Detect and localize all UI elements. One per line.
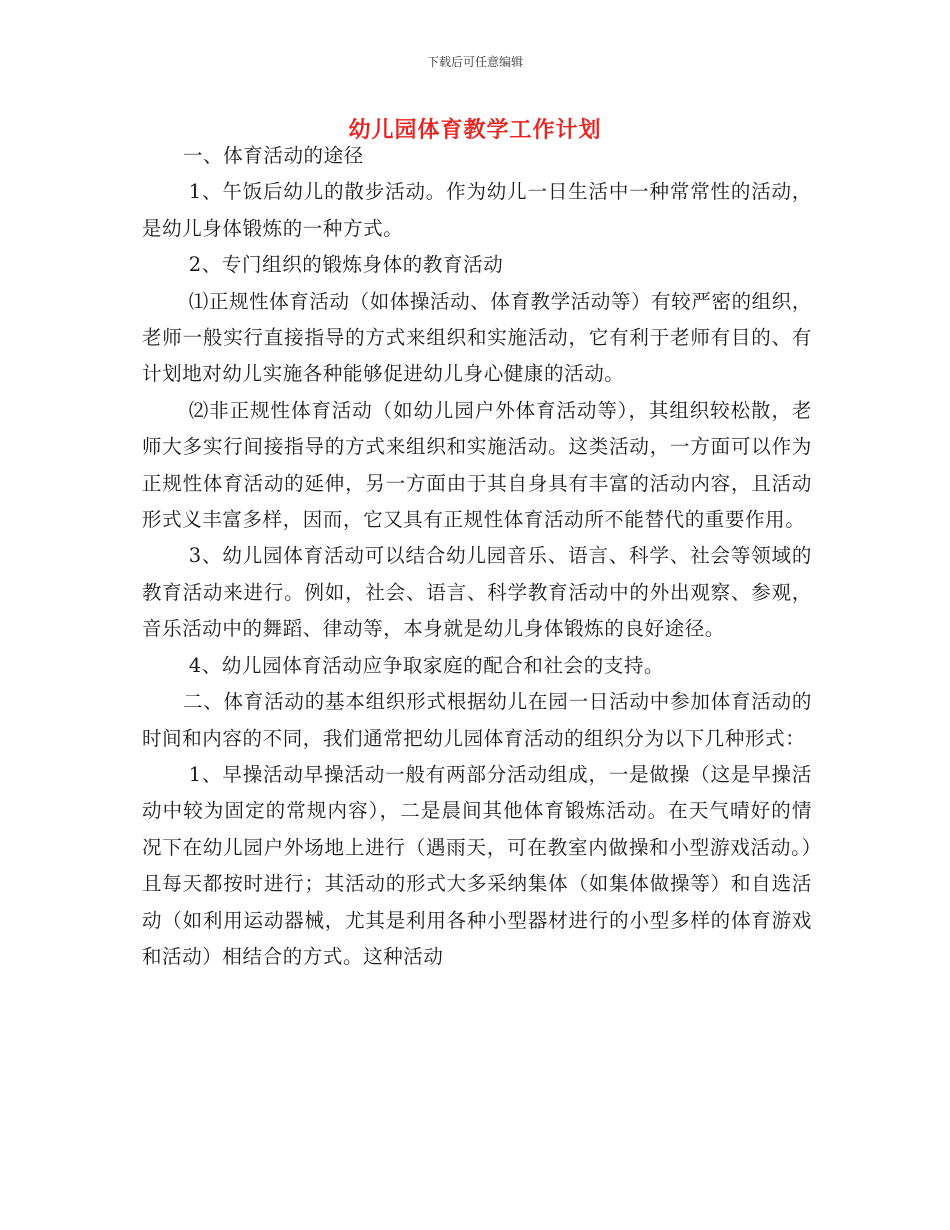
document-body — [142, 138, 812, 975]
header-note: 下载后可任意编辑 — [426, 55, 523, 69]
paragraph: 4、幼儿园体育活动应争取家庭的配合和社会的支持。 — [188, 653, 665, 677]
paragraph: 3、幼儿园体育活动可以结合幼儿园音乐、语言、科学、社会等领域的教育活动来进行。例如，社会、语言、科学教育活动中的外出观察、参观，音乐活动中的舞蹈、律动等，本身就是幼儿身体锻炼的良好途径。 — [142, 544, 812, 641]
paragraph: ⑵非正规性体育活动（如幼儿园户外体育活动等），其组织较松散，老师大多实行间接指导的方式来组织和实施活动。这类活动，一方面可以作为正规性体育活动的延伸，另一方面由于其自身具有丰富的活动内容，且活动形式义丰富多样，因而，它又具有正规性体育活动所不能替代的重要作用。 — [142, 398, 812, 532]
section-heading-1: 一、体育活动的途径 — [182, 144, 364, 167]
paragraph: 1、早操活动早操活动一般有两部分活动组成，一是做操（这是早操活动中较为固定的常规内容），二是晨间其他体育锻炼活动。在天气晴好的情况下在幼儿园户外场地上进行（遇雨天，可在教室内做操和小型游戏活动。）且每天都按时进行；其活动的形式大多采纳集体（如集体做操等）和自选活动（如利用运动器械，尤其是利用各种小型器材进行的小型多样的体育游戏和活动）相结合的方式。这种活动 — [142, 762, 812, 968]
section-heading-2: 二、体育活动的基本组织形式根据幼儿在园一日活动中参加体育活动的时间和内容的不同，我们通常把幼儿园体育活动的组织分为以下几种形式： — [142, 690, 812, 750]
document-title: 幼儿园体育教学工作计划 — [348, 118, 602, 143]
paragraph: ⑴正规性体育活动（如体操活动、体育教学活动等）有较严密的组织，老师一般实行直接指导的方式来组织和实施活动，它有利于老师有目的、有计划地对幼儿实施各种能够促进幼儿身心健康的活动。 — [142, 289, 812, 386]
paragraph: 2、专门组织的锻炼身体的教育活动 — [188, 253, 504, 277]
paragraph: 1、午饭后幼儿的散步活动。作为幼儿一日生活中一种常常性的活动，是幼儿身体锻炼的一种方式。 — [142, 180, 812, 240]
